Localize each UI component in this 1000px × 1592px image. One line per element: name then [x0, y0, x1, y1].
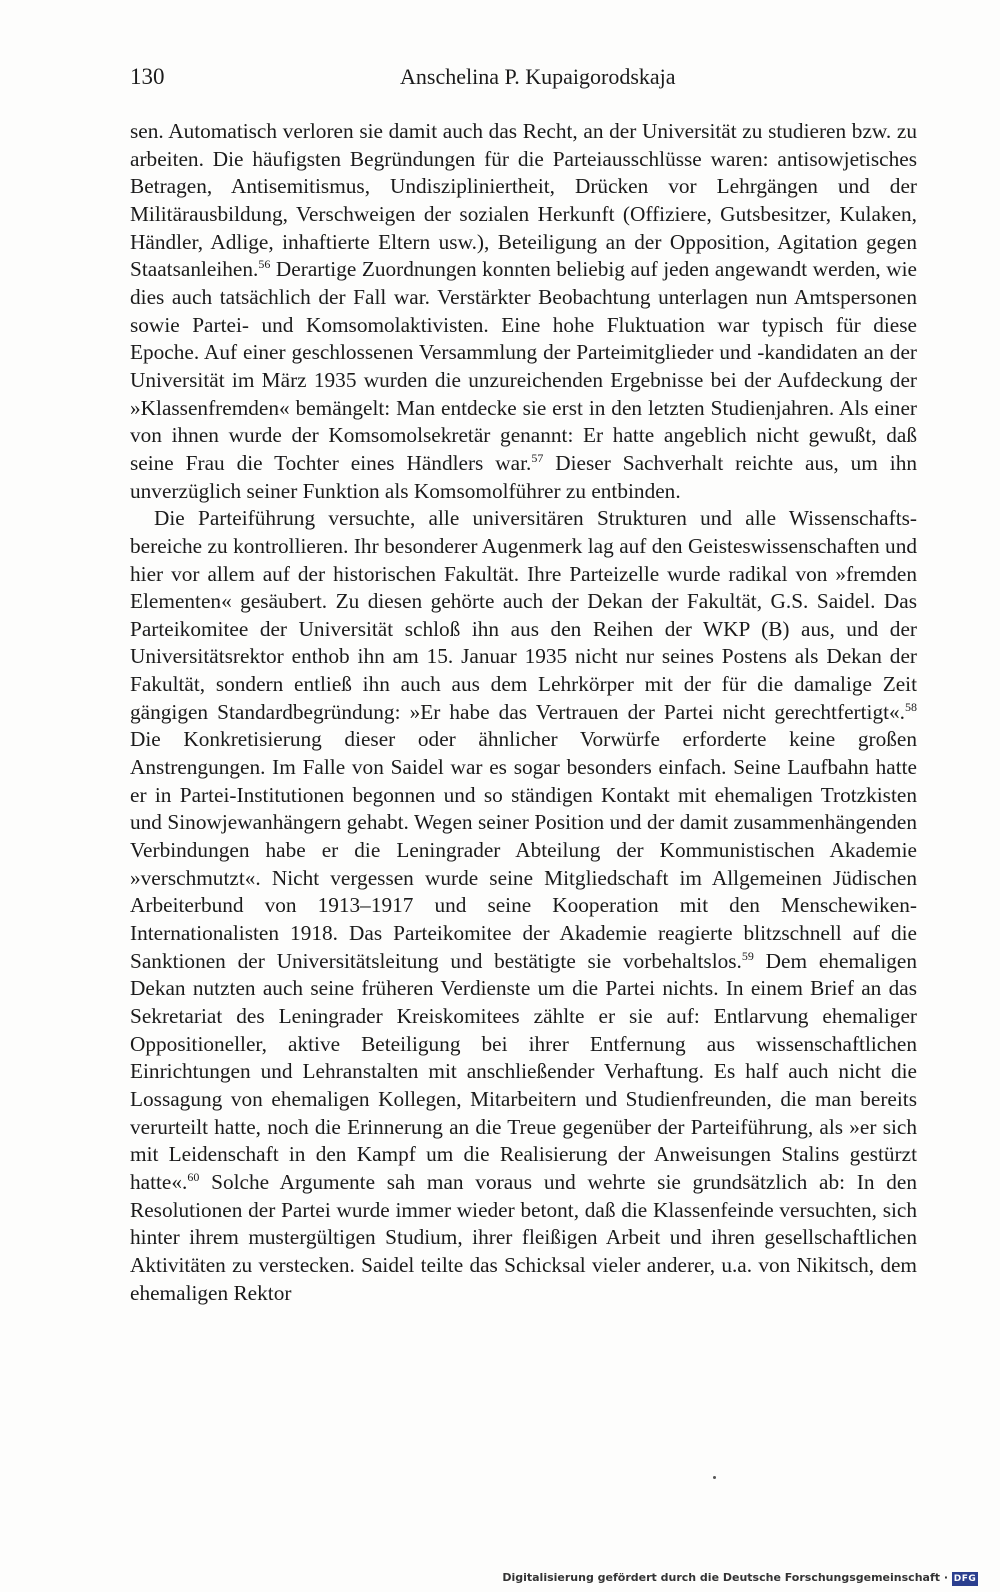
- paragraph-1: [130, 118, 917, 505]
- running-title: Anschelina P. Kupaigorodskaja: [400, 64, 676, 89]
- footnote-marker: 56: [258, 257, 271, 272]
- text-segment: Derartige Zuordnungen konnten beliebig auf jeden angewandt werden, wie dies auch tatsächlich der Fall war. Verstärkter Beobachtung unterlagen nun Amtspersonen sowie Partei- und Komsomolaktivisten. Eine hohe Fluktuation war typisch für diese Epoche. Auf einer geschlossenen Versammlung der Parteimitglieder und -kandidaten an der Universität im März 1935 wurden die unzureichenden Ergebnisse bei der Aufdeckung der »Klassenfremden« bemängelt: Man entdecke sie erst in den letzten Studienjahren. Als einer von ihnen wurde der Komsomolsekretär genannt: Er hatte angeblich nicht gewußt, daß seine Frau die Tochter eines Händlers war.: [130, 257, 917, 475]
- page-number: 130: [130, 64, 165, 89]
- text-segment: sen. Automatisch verloren sie damit auch das Recht, an der Universität zu studieren bzw. zu arbeiten. Die häufigsten Begründungen für die Parteiausschlüsse waren: antisowjetisches Betragen, Antisemitismus, Undiszipliniertheit, Drücken vor Lehrgängen und der Militärausbildung, Verschweigen der sozialen Herkunft (Offiziere, Gutsbesitzer, Kulaken, Händler, Adlige, inhaftierte Eltern usw.), Beteiligung an der Opposition, Agitation gegen Staatsanleihen.: [130, 119, 917, 282]
- text-segment: Die Konkretisierung dieser oder ähnlicher Vorwürfe erforderte keine großen Anstrengungen. Im Falle von Saidel war es sogar besonders einfach. Seine Laufbahn hatte er in Partei-Institutionen begonnen und so ständigen Kontakt mit ehemaligen Trotzkisten und Sinowjewanhängern gehabt. Wegen seiner Position und der damit zusammenhängenden Verbindungen habe er die Leningrader Abteilung der Kommunistischen Akademie »verschmutzt«. Nicht vergessen wurde seine Mitgliedschaft im Allgemeinen Jüdischen Arbeiterbund von 1913–1917 und seine Kooperation mit den Menschewiken-Internationalisten 1918. Das Parteikomitee der Akademie reagierte blitzschnell auf die Sanktionen der Universitätsleitung und bestätigte sie vorbehaltslos.: [130, 727, 917, 973]
- text-segment: Dem ehemaligen Dekan nutzten auch seine früheren Verdienste um die Partei nichts. In einem Brief an das Sekretariat des Leningrader Kreiskomitees zählte er sie auf: Entlarvung ehemaliger Oppositioneller, aktive Beteiligung bei ihrer Entfernung aus wissenschaftlichen Einrichtungen und Lehranstalten mit anschließender Verhaftung. Es half auch nicht die Lossagung von ehemaligen Kollegen, Mitarbeitern und Studienfreunden, die man bereits verurteilt hatte, noch die Erinnerung an die Treue gegenüber der Parteiführung, als »er sich mit Leidenschaft in den Kampf um die Realisierung der Anweisungen Stalins gestürzt hatte«.: [130, 948, 918, 1194]
- running-head: [130, 60, 917, 94]
- text-segment: Dieser Sachverhalt reichte aus, um ihn unverzüglich seiner Funktion als Komsomolführer zu entbinden.: [130, 450, 917, 503]
- footnote-marker: 58: [905, 699, 917, 714]
- paragraph-2: [130, 505, 917, 1307]
- footnote-marker: 59: [741, 948, 754, 963]
- body-text: [130, 118, 917, 1307]
- digitization-credit: [502, 1571, 948, 1584]
- footnote-marker: 57: [531, 450, 544, 465]
- scan-speck: [713, 1476, 716, 1479]
- text-segment: Die Parteiführung versuchte, alle universitären Strukturen und alle Wissenschaftsbereiche zu kontrollieren. Ihr besonderer Augenmerk lag auf den Geisteswissenschaften und hier vor allem auf der historischen Fakultät. Ihre Parteizelle wurde radikal von »fremden Elementen« gesäubert. Zu diesen gehörte auch der Dekan der Fakultät, G.S. Saidel. Das Parteikomitee der Universität schloß ihn aus den Reihen der WKP (B) aus, und der Universitätsrektor enthob ihn am 15. Januar 1935 nicht nur seines Postens als Dekan der Fakultät, sondern entließ ihn auch aus dem Lehrkörper mit der für die damalige Zeit gängigen Standardbegründung: »Er habe das Vertrauen der Partei nicht gerechtfertigt«.: [130, 506, 917, 724]
- text-segment: Solche Argumente sah man voraus und wehrte sie grundsätzlich ab: In den Resolutionen der Partei wurde immer wieder betont, daß die Klassenfeinde versuchten, sich hinter ihrem mustergültigen Studium, ihrer fleißigen Arbeit und ihren gesellschaftlichen Aktivitäten zu verstecken. Saidel teilte das Schicksal vieler anderer, u.a. von Nikitsch, dem ehemaligen Rektor: [130, 1169, 917, 1305]
- dfg-logo-icon: DFG: [953, 1574, 977, 1584]
- digitization-credit-text: Digitalisierung gefördert durch die Deutsche Forschungsgemeinschaft ·: [502, 1571, 948, 1584]
- footnote-marker: 60: [187, 1169, 200, 1184]
